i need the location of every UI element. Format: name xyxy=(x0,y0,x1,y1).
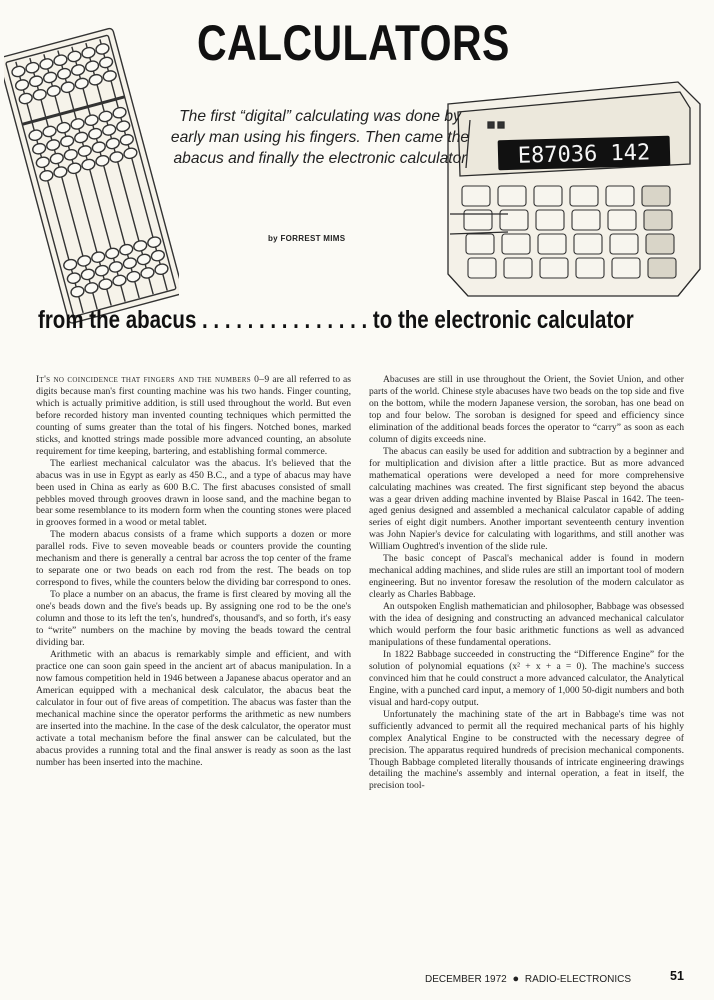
article-column-left xyxy=(36,374,351,768)
byline: by FORREST MIMS xyxy=(268,234,346,243)
footer-magazine: RADIO-ELECTRONICS xyxy=(524,974,632,985)
paragraph-text: To place a number on an abacus, the frame is first cleared by moving all the one's beads down and the five's beads up. By assigning one rod to be the one's column and those to its left the ten's, hundred's, thousand's, and so forth, it's easy to “write” numbers on the machine by moving the beads toward the central dividing bar. xyxy=(36,589,351,648)
article-paragraph xyxy=(36,649,351,769)
calculator-illustration xyxy=(428,64,706,310)
article-column-right xyxy=(369,374,684,792)
article-title: CALCULATORS xyxy=(197,15,510,71)
paragraph-lead-in: It's no coincidence that fingers and the numbers 0–9 xyxy=(36,374,270,385)
page-footer xyxy=(425,973,685,985)
article-paragraph xyxy=(36,529,351,589)
article-paragraph xyxy=(369,374,684,446)
svg-text:E87036 142: E87036 142 xyxy=(517,140,651,169)
paragraph-text: Abacuses are still in use throughout the Orient, the Soviet Union, and other parts of the world. Chinese style abacuses have two beads on the top side and five on the bottom, while the modern Japanese version, the soroban, has one bead on top and four below. The soroban is designed for speed and efficiency since elimination of the additional beads forces the operator to “carry” as soon as each column of digits exceeds nine. xyxy=(369,374,684,445)
paragraph-text: The earliest mechanical calculator was the abacus. It's believed that the abacus was in use in Egypt as early as 450 B.C., and a type of abacus may have been used in China as early as 600 B.C. The first abacuses consisted of small pebbles moved through grooves drawn in loose sand, and the machine began to bear some resemblance to its modern form when the counting stones were placed in grooves formed in a wood or metal tablet. xyxy=(36,457,351,529)
paragraph-text: Arithmetic with an abacus is remarkably simple and efficient, and with practice one can soon gain speed in the ancient art of abacus manipulation. In a now famous competition held in 1946 between a Japanese abacus operator and an American equipped with a mechanical desk calculator, the abacus beat the calculator in four out of five areas of competition. The abacus was faster than the mechanical machine since the operator performs the arithmetic as new numbers are inserted into the machine. In the case of the desk calculator, the operator must activate a total mechanism before the final answer can be calculated, but the abacus provides a running total and the final answer is ready as soon as the last number has been inserted into the machine. xyxy=(36,648,351,768)
page-number: 51 xyxy=(670,969,684,983)
paragraph-text: The modern abacus consists of a frame which supports a dozen or more parallel rods. Five to seven moveable beads or counters provide the counting mechanism and there is generally a central bar across the top center of the frame to separate one or two beads on each rod from the rest. The beads on top correspond to fives, while the counters below the dividing bar correspond to ones. xyxy=(36,529,351,589)
paragraph-text: Unfortunately the machining state of the art in Babbage's time was not sufficiently advanced to permit all the required mechanical parts of his highly complex Analytical Engine to be constructed with the necessary degree of precision. The apparatus required hundreds of precision mechanical components. Though Babbage completed literally thousands of intricate engineering drawings detailing the machine's assembly and internal operation, a feat in itself, the precision tool- xyxy=(369,708,684,792)
tagline: from the abacus . . . . . . . . . . . . . . . to the electronic calculator xyxy=(38,306,634,334)
article-paragraph xyxy=(36,589,351,649)
paragraph-text: The basic concept of Pascal's mechanical adder is found in modern mechanical adding machines, and slide rules are still an important tool of modern engineering. But no inventor foresaw the resolution of the modern calculator as clearly as Charles Babbage. xyxy=(369,553,684,601)
abacus-illustration xyxy=(4,26,179,326)
calculator-display xyxy=(498,136,671,170)
article-intro: The first “digital” calculating was done by early man using his fingers. Then came the abacus and finally the electronic calculator xyxy=(170,108,470,167)
footer-separator: ● xyxy=(512,973,520,985)
article-paragraph xyxy=(369,553,684,601)
article-paragraph xyxy=(369,649,684,709)
article-paragraph xyxy=(36,374,351,458)
paragraph-text: The abacus can easily be used for addition and subtraction by a beginner and for multiplication and division after a little practice. But as more advanced mathematical operations were developed a need for more comprehensive calculating machines was created. The first significant step beyond the abacus was a gear driven adding machine invented by Blaise Pascal in 1642. The teen-aged genius designed and assembled a mechanical calculator capable of adding series of eight digit numbers. Another important seventeenth century invention was John Napier's device for calculating with logarithms, and still another was William Oughtred's invention of the slide rule. xyxy=(369,445,684,553)
article-paragraph xyxy=(369,601,684,649)
article-paragraph xyxy=(369,709,684,793)
paragraph-text: are all referred to as digits because man's first counting machine was his two hands. Finger counting, which is actually primitive addition, is still used throughout the world. But even before recorded history man invented counting techniques which permitted the counting of sums greater than the total of his fingers. Notched bones, marked sticks, and knotted strings made possible more advanced counting, an absolute requirement for time keeping, bartering, and establishing formal commerce. xyxy=(36,374,351,457)
paragraph-text: An outspoken English mathematician and philosopher, Babbage was obsessed with the idea of designing and constructing an advanced mechanical calculator which would perform the four basic arithmetic functions as well as advanced manipulations of these fundamental operations. xyxy=(369,601,684,648)
paragraph-text: In 1822 Babbage succeeded in constructing the “Difference Engine” for the solution of polynomial equations (x² + x + a = 0). The machine's success convinced him that he could construct a more advanced calculator, the Analytical Engine, with a punched card input, a memory of 1,000 50-digit numbers and both visual and hard-copy output. xyxy=(369,648,684,708)
article-paragraph xyxy=(36,458,351,530)
article-paragraph xyxy=(369,446,684,554)
footer-date: DECEMBER 1972 xyxy=(425,974,507,985)
